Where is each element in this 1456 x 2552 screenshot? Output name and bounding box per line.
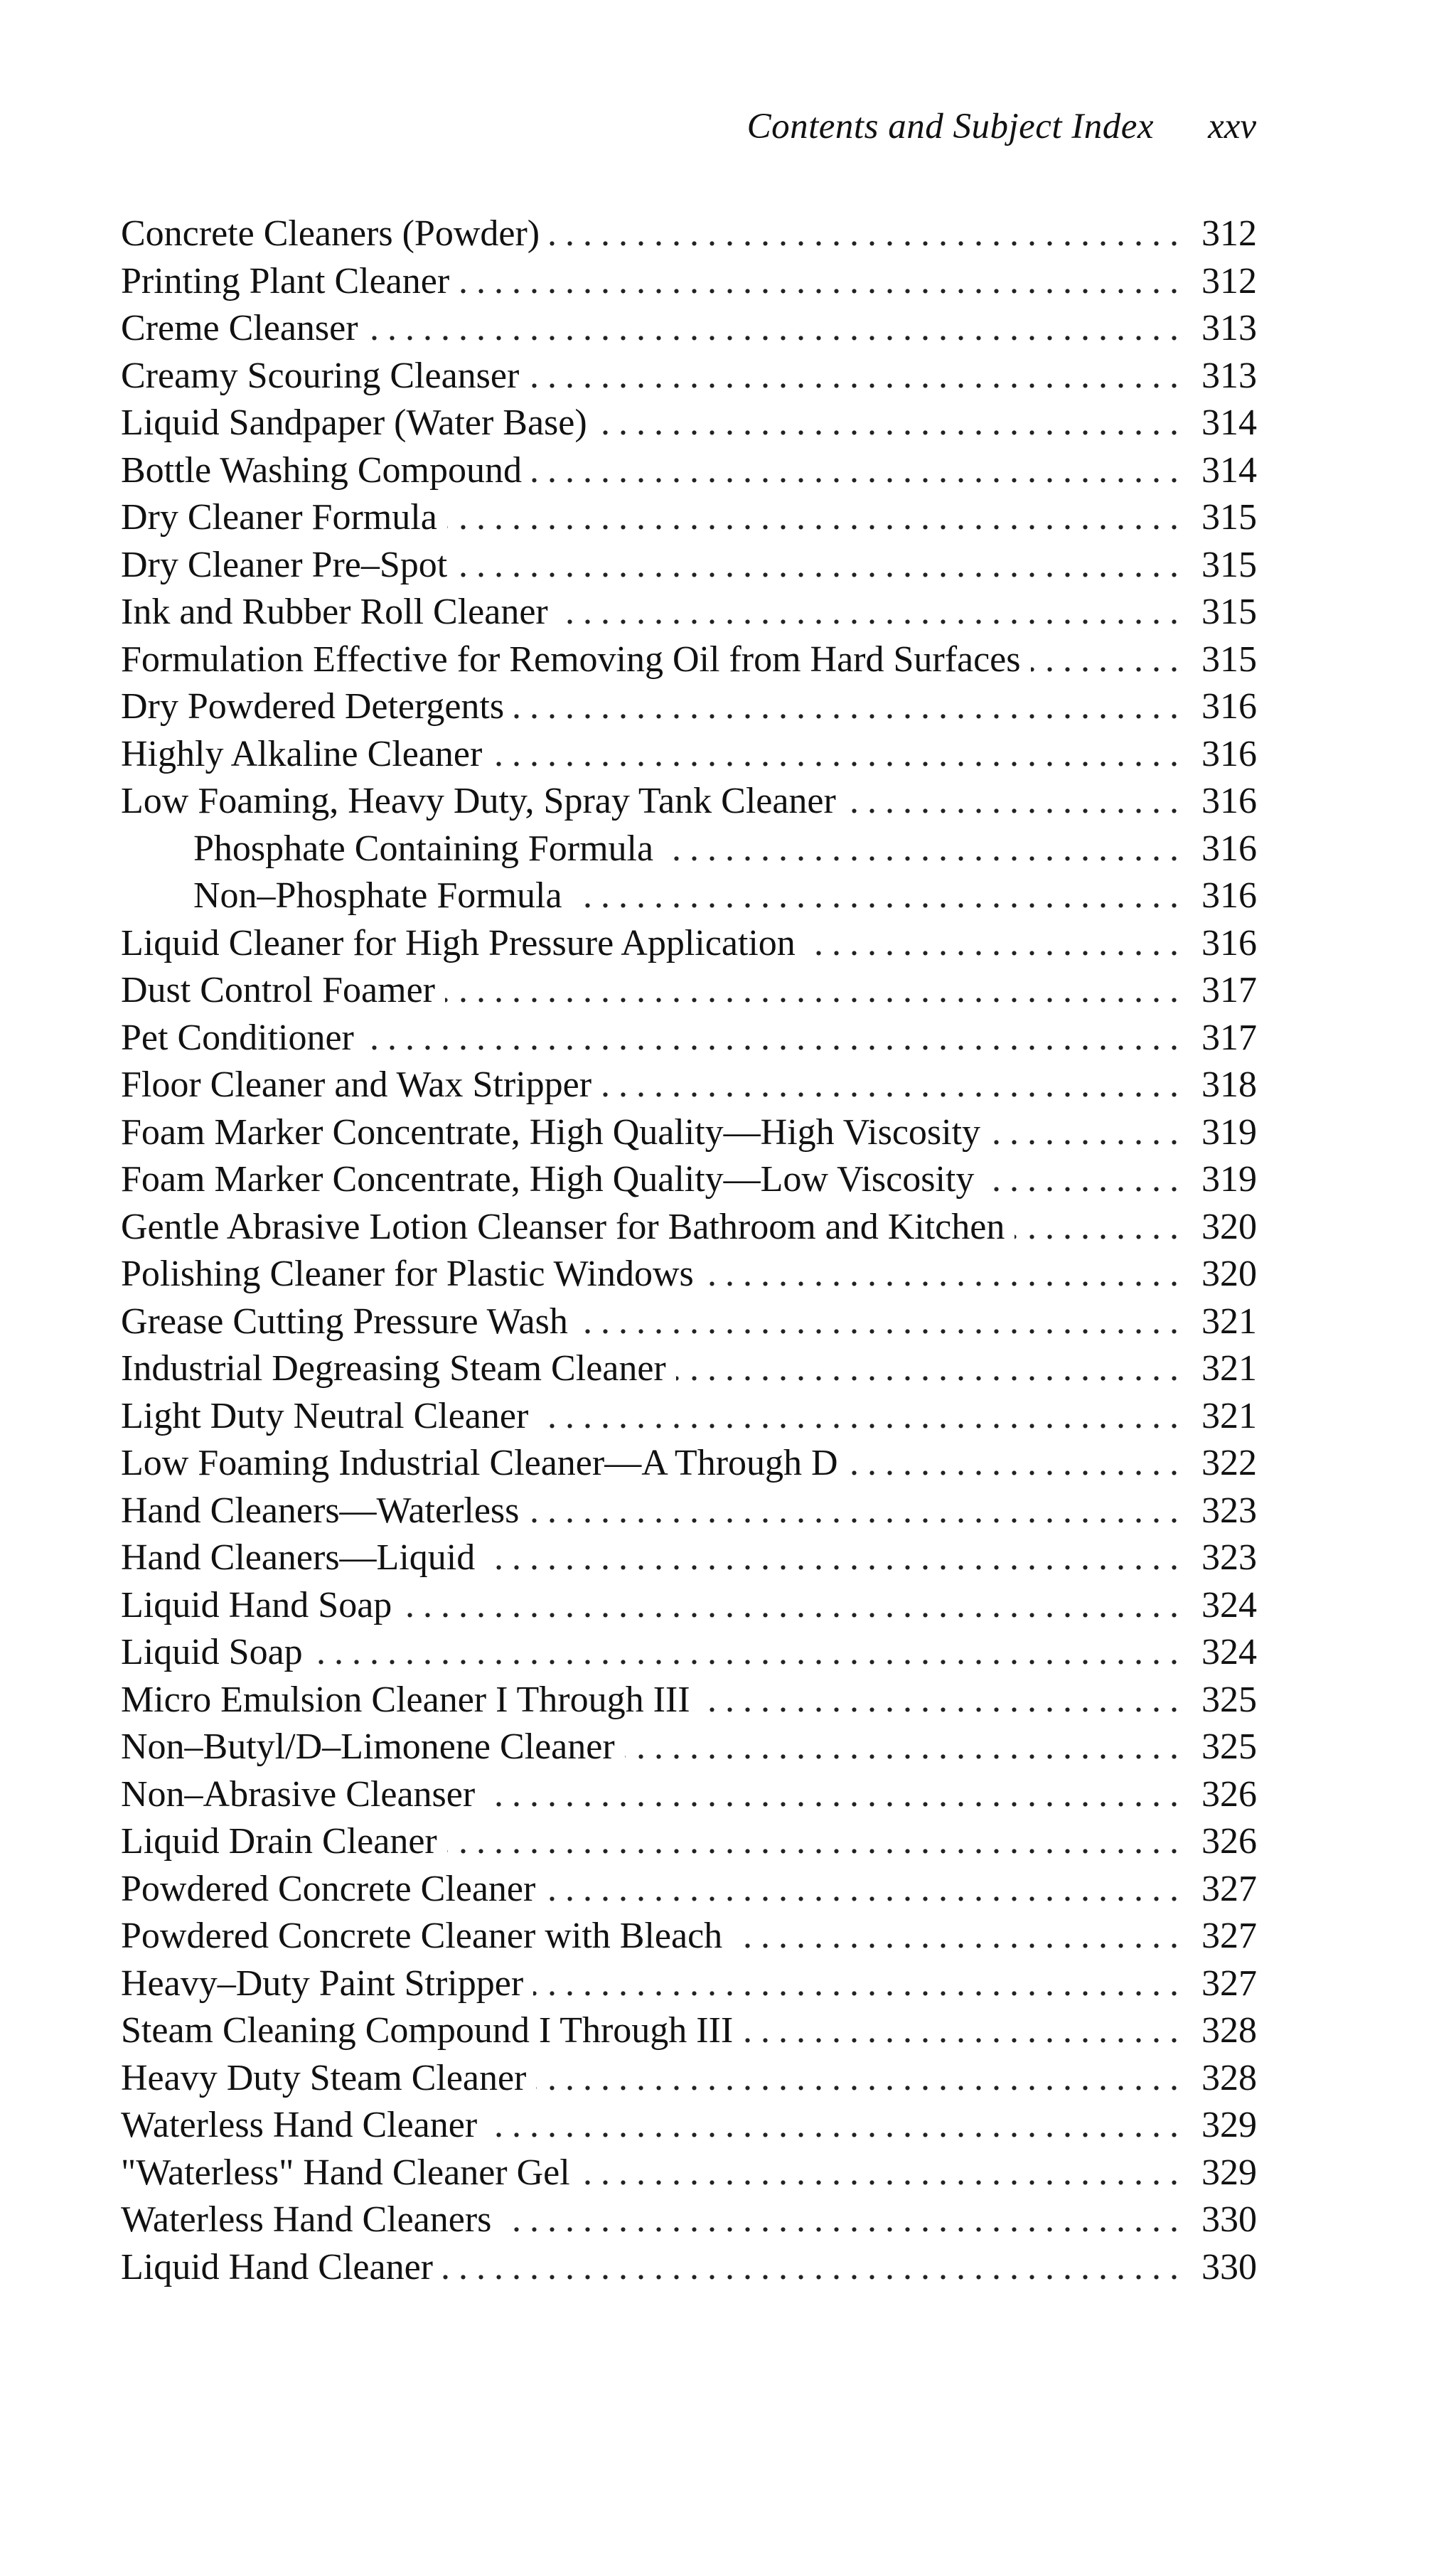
toc-entry-page-number: 315: [1201, 497, 1257, 538]
toc-entry-title: Waterless Hand Cleaner: [121, 2105, 478, 2145]
dot-leader: [514, 683, 1187, 731]
toc-entry-title: Liquid Drain Cleaner: [121, 1821, 437, 1862]
dot-leader: [1031, 636, 1188, 684]
dot-leader: [313, 1629, 1187, 1677]
toc-entry: [121, 1866, 1257, 1913]
toc-entry: [121, 1677, 1257, 1724]
toc-entry: [121, 826, 1257, 873]
dot-leader: [625, 1724, 1187, 1771]
toc-entry-title: Hand Cleaners—Waterless: [121, 1490, 520, 1531]
toc-entry: [121, 210, 1257, 258]
toc-entry-title: Micro Emulsion Cleaner I Through III: [121, 1679, 690, 1720]
toc-entry-page-number: 316: [1201, 686, 1257, 727]
toc-entry: [121, 1156, 1257, 1204]
toc-entry-page-number: 314: [1201, 402, 1257, 443]
toc-entry: [121, 258, 1257, 306]
toc-entry-title: Floor Cleaner and Wax Stripper: [121, 1064, 592, 1105]
dot-leader: [402, 1582, 1187, 1630]
toc-entry-page-number: 323: [1201, 1537, 1257, 1578]
toc-entry: [121, 589, 1257, 636]
toc-entry-title: Printing Plant Cleaner: [121, 260, 450, 301]
toc-entry-page-number: 312: [1201, 260, 1257, 301]
toc-entry-page-number: 313: [1201, 355, 1257, 396]
toc-entry-title: Non–Phosphate Formula: [193, 875, 562, 916]
toc-entry-title: Dust Control Foamer: [121, 970, 435, 1010]
toc-entry-page-number: 312: [1201, 213, 1257, 254]
toc-entry: [121, 1251, 1257, 1298]
toc-entry-page-number: 314: [1201, 449, 1257, 491]
toc-entry-page-number: 328: [1201, 2057, 1257, 2098]
toc-entry: [121, 1534, 1257, 1582]
toc-entry-page-number: 326: [1201, 1773, 1257, 1815]
running-head: [747, 105, 1256, 148]
toc-entry: [121, 2007, 1257, 2055]
toc-entry-title: Non–Abrasive Cleanser: [121, 1773, 476, 1815]
toc-entry: [121, 920, 1257, 968]
toc-entry-page-number: 317: [1201, 970, 1257, 1010]
toc-entry-title: Gentle Abrasive Lotion Cleanser for Bathroom and Kitchen: [121, 1206, 1005, 1247]
toc-entry-title: Foam Marker Concentrate, High Quality—High Viscosity: [121, 1111, 981, 1153]
toc-entry-title: Liquid Cleaner for High Pressure Application: [121, 922, 796, 963]
toc-entry-page-number: 317: [1201, 1017, 1257, 1058]
toc-entry-page-number: 315: [1201, 544, 1257, 585]
dot-leader: [501, 2196, 1187, 2244]
toc-entry: [121, 1440, 1257, 1488]
toc-entry: [121, 2102, 1257, 2150]
toc-entry-title: Liquid Sandpaper (Water Base): [121, 402, 587, 443]
dot-leader: [984, 1156, 1187, 1204]
toc-entry-title: Low Foaming, Heavy Duty, Spray Tank Cleaner: [121, 781, 836, 821]
dot-leader: [545, 1866, 1187, 1913]
toc-entry-title: Ink and Rubber Roll Cleaner: [121, 592, 548, 632]
toc-entry-page-number: 327: [1201, 1868, 1257, 1909]
dot-leader: [485, 1771, 1187, 1819]
dot-leader: [447, 494, 1187, 542]
dot-leader: [532, 447, 1187, 495]
toc-entry-page-number: 313: [1201, 308, 1257, 348]
toc-entry: [121, 1629, 1257, 1677]
dot-leader: [700, 1677, 1187, 1724]
toc-entry-title: Creamy Scouring Cleanser: [121, 355, 520, 396]
toc-entry-page-number: 323: [1201, 1490, 1257, 1531]
dot-leader: [578, 1298, 1187, 1346]
toc-entry-page-number: 325: [1201, 1726, 1257, 1767]
dot-leader: [805, 920, 1187, 968]
toc-entry: [121, 683, 1257, 731]
toc-entry: [121, 2055, 1257, 2103]
dot-leader: [445, 967, 1187, 1015]
toc-entry: [121, 636, 1257, 684]
toc-entry-page-number: 327: [1201, 1963, 1257, 2004]
dot-leader: [580, 2150, 1187, 2197]
toc-entry: [121, 1960, 1257, 2008]
toc-entry-page-number: 328: [1201, 2010, 1257, 2051]
dot-leader: [492, 731, 1187, 779]
toc-entry-title: Grease Cutting Pressure Wash: [121, 1301, 568, 1342]
toc-entry-title: Dry Cleaner Formula: [121, 497, 437, 538]
dot-leader: [368, 305, 1187, 353]
dot-leader: [538, 1393, 1187, 1441]
dot-leader: [443, 2244, 1187, 2292]
dot-leader: [487, 2102, 1187, 2150]
toc-entry-page-number: 315: [1201, 639, 1257, 680]
toc-entry: [121, 731, 1257, 779]
toc-entry: [121, 1724, 1257, 1771]
toc-entry-title: Heavy–Duty Paint Stripper: [121, 1963, 524, 2004]
toc-entry-title: Bottle Washing Compound: [121, 449, 522, 491]
toc-entry-title: "Waterless" Hand Cleaner Gel: [121, 2152, 570, 2193]
running-head-title: Contents and Subject Index: [746, 107, 1155, 146]
dot-leader: [704, 1251, 1187, 1298]
dot-leader: [846, 778, 1187, 826]
toc-entry: [121, 1771, 1257, 1819]
toc-entry-title: Liquid Hand Soap: [121, 1584, 392, 1625]
toc-entry-title: Hand Cleaners—Liquid: [121, 1537, 476, 1578]
toc-entry-page-number: 320: [1201, 1254, 1257, 1294]
toc-entry-title: Formulation Effective for Removing Oil from Hard Surfaces: [121, 639, 1021, 680]
toc-entry: [121, 2196, 1257, 2244]
toc-entry-title: Foam Marker Concentrate, High Quality—Low Viscosity: [121, 1159, 975, 1200]
toc-entry-title: Pet Conditioner: [121, 1017, 354, 1058]
toc-entry-page-number: 320: [1201, 1206, 1257, 1247]
toc-entry: [121, 400, 1257, 447]
dot-leader: [1015, 1204, 1187, 1251]
toc-entry-page-number: 319: [1201, 1159, 1257, 1200]
toc-entry: [121, 494, 1257, 542]
toc-entry: [121, 2150, 1257, 2197]
toc-entry-title: Powdered Concrete Cleaner with Bleach: [121, 1916, 723, 1956]
dot-leader: [550, 210, 1187, 258]
toc-entry-page-number: 315: [1201, 592, 1257, 632]
dot-leader: [572, 872, 1187, 920]
toc-entry-title: Heavy Duty Steam Cleaner: [121, 2057, 527, 2098]
dot-leader: [743, 2007, 1187, 2055]
toc-entry: [121, 542, 1257, 589]
toc-entry: [121, 1818, 1257, 1866]
toc-entry-page-number: 321: [1201, 1395, 1257, 1436]
toc-entry-title: Dry Powdered Detergents: [121, 686, 505, 727]
toc-entry: [121, 1913, 1257, 1960]
toc-entry-page-number: 330: [1201, 2199, 1257, 2240]
toc-entry-title: Phosphate Containing Formula: [193, 828, 654, 869]
dot-leader: [485, 1534, 1187, 1582]
toc-entry-page-number: 326: [1201, 1821, 1257, 1862]
toc-entry-title: Polishing Cleaner for Plastic Windows: [121, 1254, 694, 1294]
toc-entry-title: Dry Cleaner Pre–Spot: [121, 544, 448, 585]
toc-entry: [121, 353, 1257, 400]
dot-leader: [533, 1960, 1187, 2008]
running-head-page-number: xxv: [1208, 107, 1256, 146]
toc-entry: [121, 1345, 1257, 1393]
toc-entry: [121, 1488, 1257, 1535]
dot-leader: [364, 1015, 1187, 1062]
toc-entry-page-number: 327: [1201, 1916, 1257, 1956]
toc-entry: [121, 2244, 1257, 2292]
toc-entry-title: Liquid Hand Cleaner: [121, 2246, 433, 2287]
toc-entry-page-number: 329: [1201, 2152, 1257, 2193]
toc-entry-page-number: 316: [1201, 922, 1257, 963]
toc-entry-page-number: 316: [1201, 828, 1257, 869]
toc-entry-page-number: 321: [1201, 1301, 1257, 1342]
toc-entry-title: Highly Alkaline Cleaner: [121, 733, 483, 774]
toc-entry: [121, 1015, 1257, 1062]
toc-entry-page-number: 321: [1201, 1348, 1257, 1389]
toc-entry-page-number: 318: [1201, 1064, 1257, 1105]
toc-entry-page-number: 325: [1201, 1679, 1257, 1720]
toc-entry-title: Concrete Cleaners (Powder): [121, 213, 540, 254]
toc-entry: [121, 447, 1257, 495]
toc-entry-page-number: 316: [1201, 875, 1257, 916]
toc-entry-page-number: 324: [1201, 1632, 1257, 1672]
toc-entry-title: Low Foaming Industrial Cleaner—A Through D: [121, 1443, 838, 1483]
toc-entry: [121, 778, 1257, 826]
toc-entry-title: Creme Cleanser: [121, 308, 358, 348]
dot-leader: [601, 1062, 1187, 1109]
toc-entry-title: Industrial Degreasing Steam Cleaner: [121, 1348, 666, 1389]
toc-entry-title: Steam Cleaning Compound I Through III: [121, 2010, 734, 2051]
toc-entry-page-number: 319: [1201, 1111, 1257, 1153]
toc-entry-page-number: 330: [1201, 2246, 1257, 2287]
toc-entry: [121, 872, 1257, 920]
toc-entry-page-number: 324: [1201, 1584, 1257, 1625]
dot-leader: [558, 589, 1187, 636]
toc-entry: [121, 305, 1257, 353]
toc-entry: [121, 967, 1257, 1015]
dot-leader: [732, 1913, 1187, 1960]
dot-leader: [848, 1440, 1187, 1488]
toc-entry-title: Liquid Soap: [121, 1632, 303, 1672]
toc-entry: [121, 1393, 1257, 1441]
toc-entry-title: Powdered Concrete Cleaner: [121, 1868, 536, 1909]
toc-entry: [121, 1109, 1257, 1157]
toc-entry-page-number: 316: [1201, 781, 1257, 821]
dot-leader: [676, 1345, 1187, 1393]
toc-entry: [121, 1204, 1257, 1251]
toc-entry-page-number: 316: [1201, 733, 1257, 774]
toc-entry-title: Light Duty Neutral Cleaner: [121, 1395, 529, 1436]
dot-leader: [457, 542, 1187, 589]
toc-entry-page-number: 329: [1201, 2105, 1257, 2145]
dot-leader: [459, 258, 1187, 306]
toc-entry: [121, 1298, 1257, 1346]
dot-leader: [447, 1818, 1187, 1866]
dot-leader: [663, 826, 1187, 873]
table-of-contents: [121, 210, 1257, 2291]
dot-leader: [529, 353, 1187, 400]
dot-leader: [990, 1109, 1187, 1157]
dot-leader: [597, 400, 1187, 447]
toc-entry-title: Non–Butyl/D–Limonene Cleaner: [121, 1726, 615, 1767]
toc-entry-page-number: 322: [1201, 1443, 1257, 1483]
dot-leader: [536, 2055, 1187, 2103]
dot-leader: [529, 1488, 1187, 1535]
toc-entry: [121, 1582, 1257, 1630]
toc-entry-title: Waterless Hand Cleaners: [121, 2199, 492, 2240]
toc-entry: [121, 1062, 1257, 1109]
